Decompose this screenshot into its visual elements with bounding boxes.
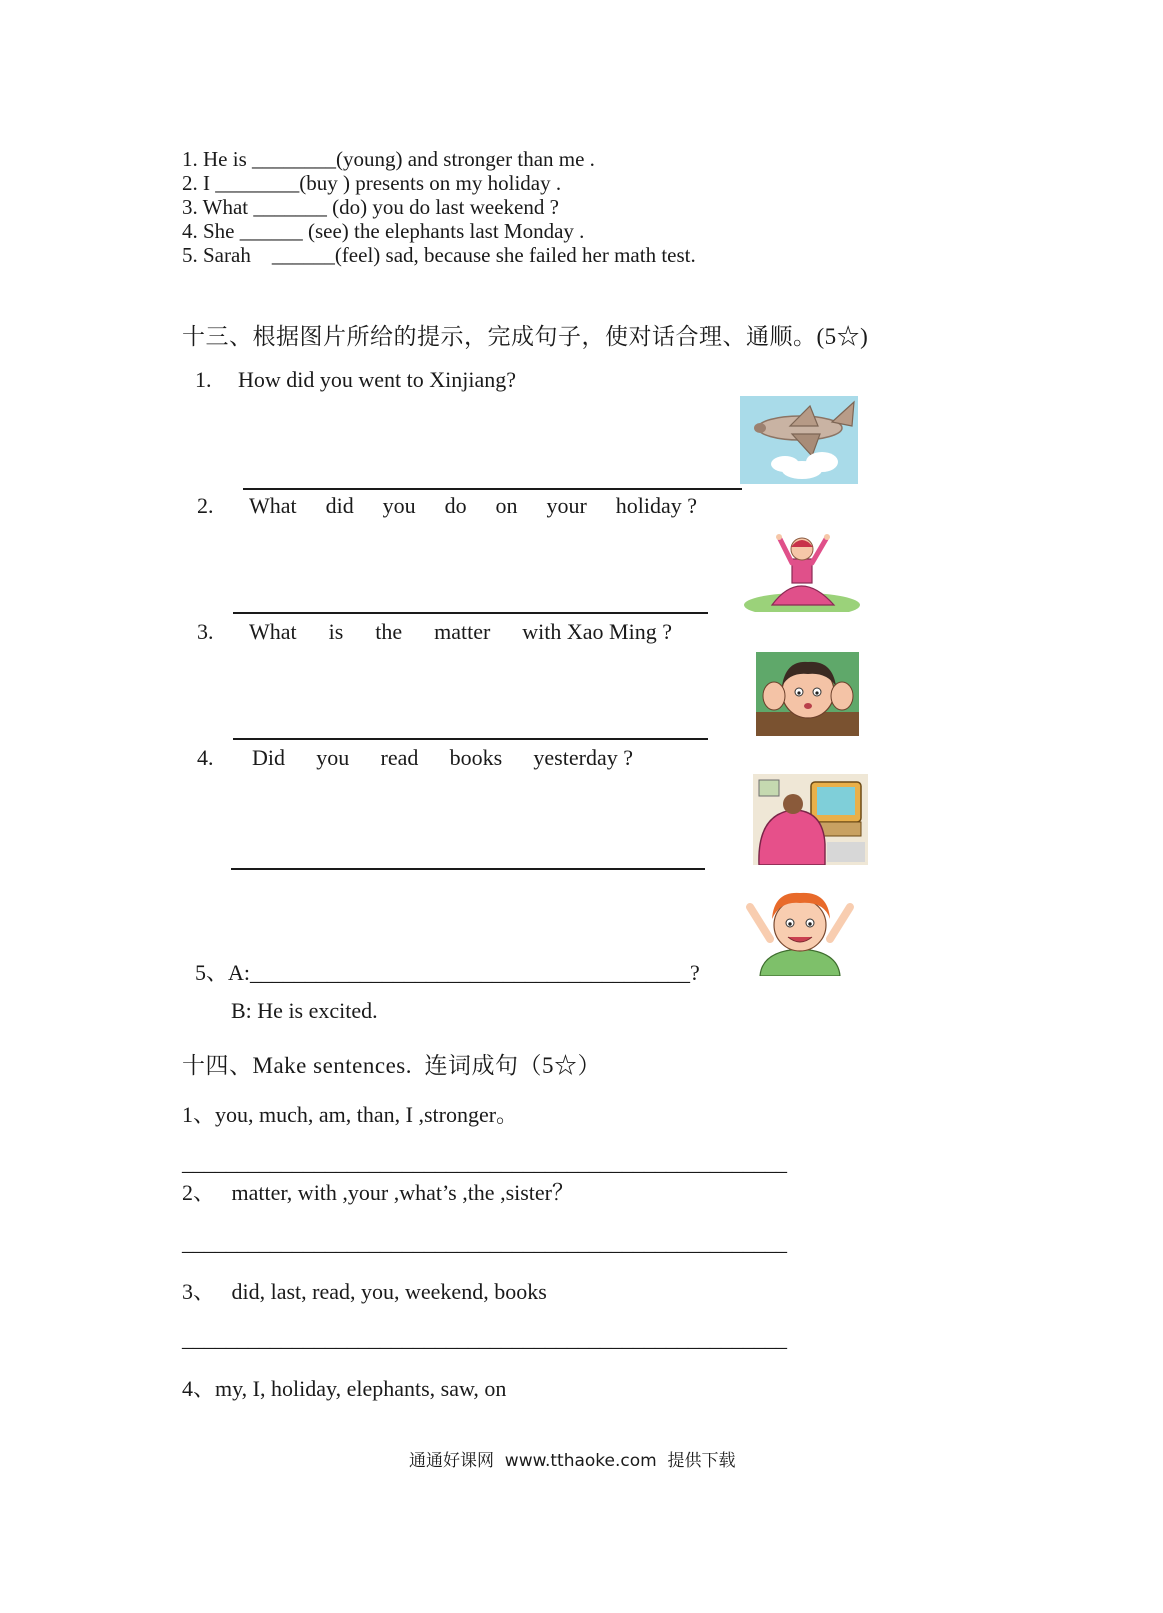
q3-word: with Xao Ming ? [522, 619, 672, 644]
q2-word: your [546, 493, 587, 518]
q3-word: the [375, 619, 403, 644]
q3-word: is [328, 619, 344, 644]
q2-number: 2. [197, 493, 214, 518]
girl-dancing-image [742, 527, 860, 612]
fill-item-2: 2. I ________(buy ) presents on my holiday . [182, 171, 562, 195]
q1-answer-line [243, 488, 742, 490]
q4-word: Did [252, 745, 285, 770]
q4-word: read [380, 745, 419, 770]
q2-word: on [495, 493, 518, 518]
excited-boy-image [740, 879, 860, 976]
sentence-prompt-2: 2、 matter, with ,your ,what’s ,the ,sister？ [182, 1180, 575, 1205]
section-13-heading: 十三、根据图片所给的提示，完成句子，使对话合理、通顺。(5☆) [182, 324, 869, 349]
q2-word: holiday ? [615, 493, 697, 518]
q1-number: 1. [195, 367, 212, 392]
airplane-clouds-image [740, 396, 858, 484]
section-14-heading: 十四、Make sentences. 连词成句（5☆） [182, 1053, 601, 1078]
sentence-prompt-3: 3、 did, last, read, you, weekend, books [182, 1279, 547, 1304]
sentence-prompt-4: 4、my, I, holiday, elephants, saw, on [182, 1376, 507, 1401]
q3-question [249, 619, 672, 645]
page-footer: 通通好课网 www.tthaoke.com 提供下载 [409, 1451, 736, 1471]
q2-word: do [444, 493, 467, 518]
q5-a-line: 5、A:________________________________________? [195, 960, 700, 985]
q4-word: you [316, 745, 350, 770]
q4-question [252, 745, 633, 771]
boy-headache-image [756, 652, 859, 736]
sentence-answer-line-2: _______________________________________________________ [182, 1230, 787, 1255]
q4-number: 4. [197, 745, 214, 770]
q2-answer-line [233, 612, 708, 614]
q5-b-line: B: He is excited. [231, 998, 378, 1023]
fill-item-1: 1. He is ________(young) and stronger than me . [182, 147, 595, 171]
q3-word: What [249, 619, 297, 644]
girl-watching-tv-image [753, 774, 868, 865]
fill-item-5: 5. Sarah ______(feel) sad, because she failed her math test. [182, 243, 696, 267]
sentence-answer-line-3: _______________________________________________________ [182, 1326, 787, 1351]
fill-item-4: 4. She ______ (see) the elephants last Monday . [182, 219, 585, 243]
q2-word: What [249, 493, 297, 518]
q2-word: you [382, 493, 416, 518]
fill-item-3: 3. What _______ (do) you do last weekend ? [182, 195, 559, 219]
q3-word: matter [434, 619, 491, 644]
q2-question [249, 493, 697, 519]
q3-number: 3. [197, 619, 214, 644]
q3-answer-line [233, 738, 708, 740]
q1-text: How did you went to Xinjiang? [238, 367, 517, 392]
q4-word: yesterday ? [533, 745, 633, 770]
q4-answer-line [231, 868, 705, 870]
sentence-answer-line-1: _______________________________________________________ [182, 1150, 787, 1175]
q2-word: did [325, 493, 354, 518]
sentence-prompt-1: 1、you, much, am, than, I ,stronger。 [182, 1102, 519, 1127]
q4-word: books [449, 745, 503, 770]
